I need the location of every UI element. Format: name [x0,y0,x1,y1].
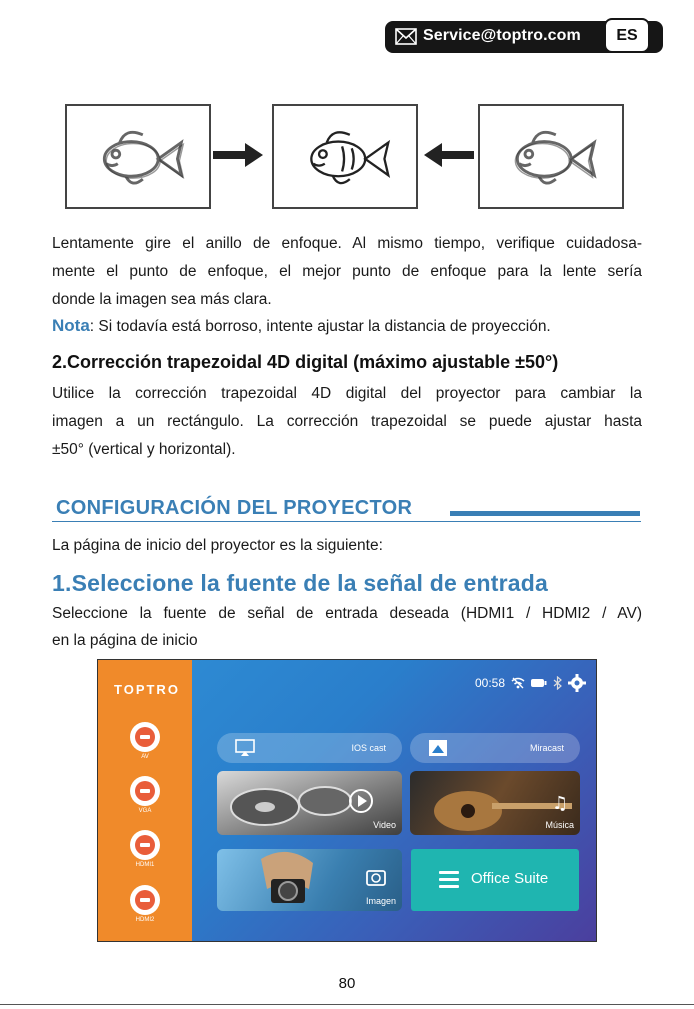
image-tile[interactable] [217,849,402,911]
projector-home-screen [97,659,597,942]
focus-line-3: donde la imagen sea más clara. [52,291,272,308]
input-source-line-1: Seleccione la fuente de señal de entrada deseada (HDMI1 / HDMI2 / AV) [52,605,642,622]
arrow-left-icon [424,142,474,168]
miracast-label: Miracast [529,743,564,753]
video-label: Video [373,820,396,830]
fish-blurry-right [478,104,624,209]
source-sidebar [98,660,192,941]
brand-logo: TOPTRO [114,682,180,697]
image-label: Imagen [365,896,396,906]
focus-line-1: Lentamente gire el anillo de enfoque. Al mismo tiempo, verifique cuidadosa- [52,235,642,252]
input-source-heading: 1.Seleccione la fuente de la señal de entrada [52,570,549,596]
bluetooth-icon [553,676,562,690]
list-icon [438,868,460,890]
service-email: Service@toptro.com [423,27,581,44]
source-av[interactable] [128,722,162,760]
note [52,312,551,341]
section-underline [52,521,641,522]
battery-icon [531,678,547,688]
svg-text:♫: ♫ [552,793,569,814]
office-suite-tile[interactable] [411,849,579,911]
cast-screen-icon [428,739,448,757]
keystone-line-1: Utilice la corrección trapezoidal 4D digital del proyector para cambiar la [52,385,642,402]
gear-icon[interactable] [568,674,586,692]
arrow-right-icon [213,142,263,168]
fish-icon [67,106,209,207]
keystone-line-2: imagen a un rectángulo. La corrección trapezoidal se puede ajustar hasta [52,413,642,430]
mail-icon [395,28,417,45]
section-title-bar [450,511,640,516]
source-label: AV [141,754,149,760]
section-title: CONFIGURACIÓN DEL PROYECTOR [56,497,413,519]
input-source-line-2: en la página de inicio [52,632,198,649]
footer-line [0,1004,694,1005]
fish-blurry-left [65,104,211,209]
music-tile[interactable] [410,771,580,835]
fish-icon [480,106,622,207]
ios-cast-button[interactable] [217,733,402,763]
source-label: HDMI1 [135,862,155,868]
wifi-off-icon [511,677,525,689]
video-tile[interactable] [217,771,402,835]
fish-sharp-center [272,104,418,209]
page-number: 80 [338,975,356,992]
miracast-button[interactable] [410,733,580,763]
hdmi-icon [130,830,160,860]
vga-icon [130,776,160,806]
source-vga[interactable] [128,776,162,814]
airplay-icon [235,739,255,757]
language-tab: ES [604,18,650,53]
office-suite-label: Office Suite [471,870,549,887]
note-text: : Si todavía está borroso, intente ajustar la distancia de proyección. [89,318,551,335]
av-icon [130,722,160,752]
status-bar [475,674,586,692]
hdmi-icon [130,885,160,915]
section-intro: La página de inicio del proyector es la siguiente: [52,537,383,554]
music-label: Música [545,820,574,830]
keystone-line-3: ±50° (vertical y horizontal). [52,441,236,458]
source-label: VGA [138,808,152,814]
focus-line-2: mente el punto de enfoque, el mejor punto de enfoque para la lente sería [52,263,642,280]
keystone-heading: 2.Corrección trapezoidal 4D digital (máximo ajustable ±50°) [52,352,559,372]
fish-icon [274,106,416,207]
source-hdmi2[interactable] [128,885,162,923]
note-label: Nota [52,316,90,335]
source-hdmi1[interactable] [128,830,162,868]
ios-cast-label: IOS cast [351,743,386,753]
clock: 00:58 [474,676,505,690]
source-label: HDMI2 [135,917,155,923]
